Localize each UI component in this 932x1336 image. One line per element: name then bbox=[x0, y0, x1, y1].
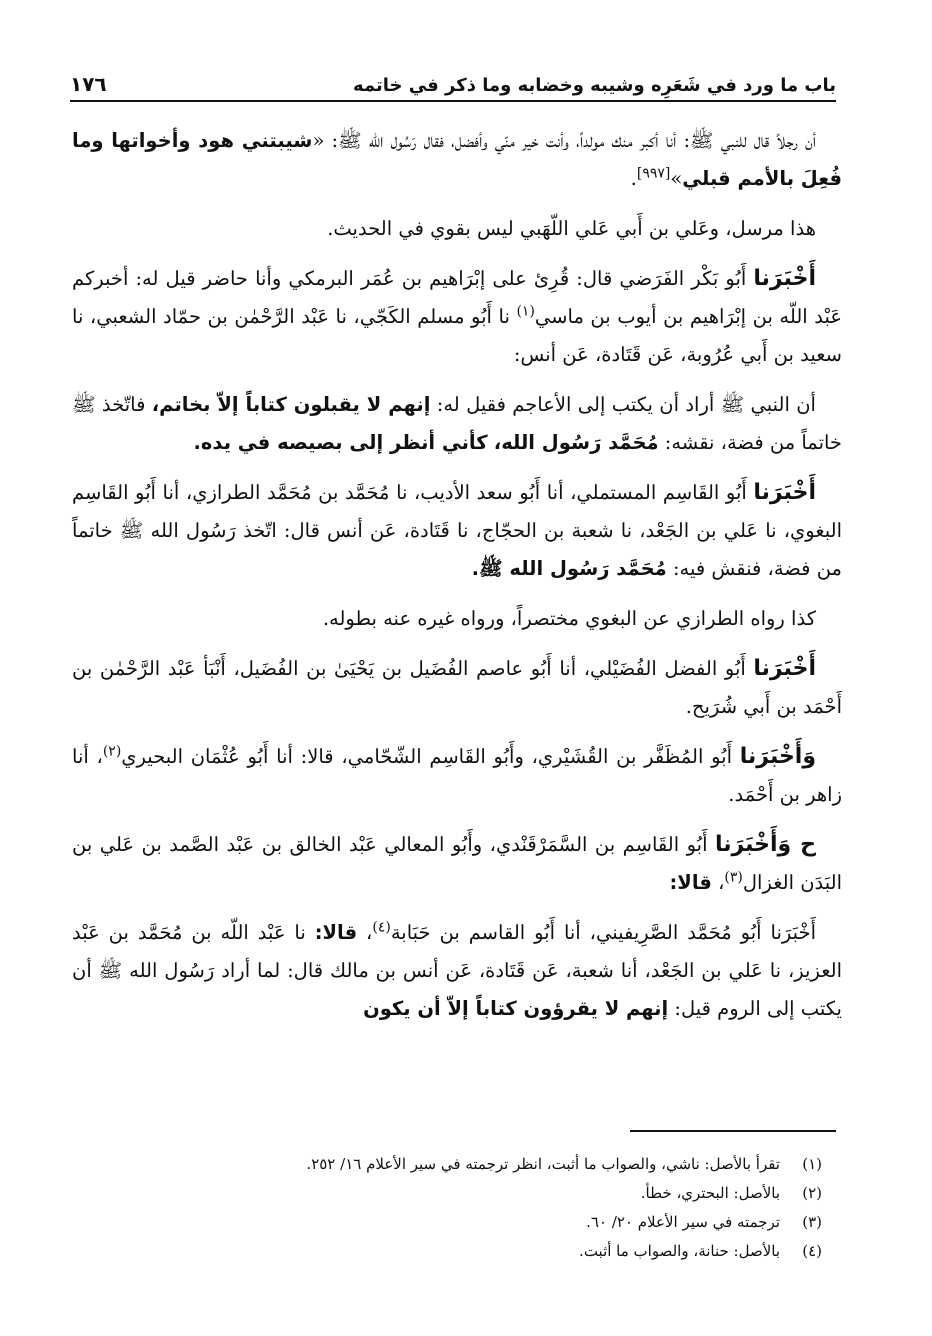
text-run: كذا رواه الطرازي عن البغوي مختصراً، ورواه غيره عنه بطوله. bbox=[322, 607, 816, 630]
text-run: فاتّخذ ﷺ خاتماً من فضة، نقشه: bbox=[72, 393, 842, 454]
page-number: ١٧٦ bbox=[70, 72, 107, 96]
text-run: نا أَبُو مسلم الكَجّي، نا عَبْد الرَّحْمٰن بن حمّاد الشعبي، نا سعيد بن أَبي عُرُوبة، عَن قَتَادة، عَن أنس: bbox=[72, 305, 842, 366]
main-text bbox=[72, 122, 842, 1040]
paragraph bbox=[72, 650, 842, 726]
text-run: أن النبي ﷺ أراد أن يكتب إلى الأعاجم فقيل له: bbox=[430, 393, 816, 416]
text-run: ، أنا زاهر بن أَحْمَد. bbox=[72, 745, 842, 806]
emphasized-text: قالا: bbox=[669, 871, 712, 894]
footnote-number: (٤) bbox=[802, 1242, 822, 1260]
paragraph-lead-word: أَخْبَرَنا bbox=[753, 656, 816, 681]
text-run: نا عَبْد اللّه بن مُحَمَّد بن عَبْد العزيز، نا عَلي بن الجَعْد، أنا شعبة، عَن قَتَادة، عَن أنس بن مالك قال: لما أراد رَسُول الله ﷺ أن يكتب إلى الروم قيل: bbox=[72, 921, 842, 1020]
text-run: ، bbox=[711, 871, 725, 894]
text-run: أَبُو القَاسِم المستملي، أنا أَبُو سعد الأديب، نا مُحَمَّد بن مُحَمَّد الطرازي، أنا أَبُو القَاسِم البغوي، نا عَلي بن الجَعْد، نا شعبة بن الحجّاج، نا قَتَادة، عَن أنس قال: اتّخذ رَسُول الله ﷺ خاتماً من فضة، فنقش فيه: bbox=[72, 481, 842, 580]
text-run: ، bbox=[357, 921, 373, 944]
footnote-reference: (٣) bbox=[724, 869, 743, 886]
paragraph bbox=[72, 386, 842, 462]
running-title: باب ما ورد في شَعَرِه وشيبه وخضابه وما ذكر في خاتمه bbox=[353, 75, 836, 96]
paragraph bbox=[72, 914, 842, 1028]
text-run: أن رجلاً قال للنبي ﷺ: أنا أكبر منك مولداً، وأنت خير منّي وأفضل، فقال رَسُول الله ﷺ: « bbox=[312, 129, 816, 152]
emphasized-text: قالا: bbox=[314, 921, 358, 944]
text-run: هذا مرسل، وعَلي بن أَبي عَلي اللّهَبي ليس بقوي في الحديث. bbox=[327, 217, 816, 240]
footnote-text: تقرأ بالأصل: ناشي، والصواب ما أثبت، انظر ترجمته في سير الأعلام ١٦/ ٢٥٢. bbox=[306, 1155, 780, 1173]
footnote-text: بالأصل: البحتري، خطأ. bbox=[640, 1184, 780, 1202]
footnote-text: بالأصل: حنانة، والصواب ما أثبت. bbox=[579, 1242, 780, 1260]
text-run: أَبُو الفضل الفُضَيْلي، أنا أَبُو عاصم الفُضَيل بن يَحْيَىٰ بن الفُضَيل، أَنْبَأ عَبْد الرَّحْمٰن بن أَحْمَد بن أَبي شُرَيح. bbox=[72, 657, 842, 718]
footnote-reference: (١) bbox=[516, 303, 535, 320]
emphasized-text: مُحَمَّد رَسُول الله، bbox=[493, 431, 659, 454]
footnote-divider bbox=[630, 1130, 836, 1132]
emphasized-text: إنهم لا يقبلون كتاباً إلاّ بخاتم، bbox=[151, 393, 431, 416]
footnote-item bbox=[100, 1150, 822, 1179]
text-run: » bbox=[670, 167, 683, 190]
text-run: أَخْبَرَنا أَبُو مُحَمَّد الصَّرِيفيني، أنا أَبُو القاسم بن حَبَابة bbox=[390, 921, 816, 944]
text-run: أَبُو بَكْر الفَرَضي قال: قُرِئ على إبْرَاهيم بن عُمَر البرمكي وأنا حاضر قيل له: أخبركم عَبْد اللّه بن إبْرَاهيم بن أيوب بن ماسي bbox=[72, 267, 842, 328]
footnote-item bbox=[100, 1179, 822, 1208]
footnote-reference: [٩٩٧] bbox=[636, 165, 671, 182]
paragraph bbox=[72, 826, 842, 902]
footnotes bbox=[100, 1150, 822, 1266]
footnote-number: (١) bbox=[802, 1155, 822, 1173]
emphasized-text: كأني أنظر إلى بصيصه في يده. bbox=[193, 431, 488, 454]
paragraph bbox=[72, 122, 842, 198]
paragraph bbox=[72, 738, 842, 814]
footnote-number: (٣) bbox=[802, 1213, 822, 1231]
page-header bbox=[70, 62, 836, 102]
emphasized-text: إنهم لا يقرؤون كتاباً إلاّ أن يكون bbox=[363, 997, 669, 1020]
footnote-item bbox=[100, 1237, 822, 1266]
paragraph bbox=[72, 260, 842, 374]
footnote-text: ترجمته في سير الأعلام ٢٠/ ٦٠. bbox=[586, 1213, 780, 1231]
footnote-item bbox=[100, 1208, 822, 1237]
paragraph bbox=[72, 600, 842, 638]
paragraph-lead-word: وَأَخْبَرَنا bbox=[739, 744, 817, 769]
paragraph-lead-word: ح وَأَخْبَرَنا bbox=[714, 832, 816, 857]
emphasized-text: شيبتني هود وأخواتها وما فُعِلَ بالأمم قبلي bbox=[72, 129, 842, 190]
emphasized-text: مُحَمَّد رَسُول الله ﷺ. bbox=[471, 557, 667, 580]
text-run: . bbox=[630, 167, 637, 190]
footnote-number: (٢) bbox=[802, 1184, 822, 1202]
footnote-reference: (٢) bbox=[102, 743, 122, 760]
text-run: أَبُو القَاسِم بن السَّمَرْقَنْدي، وأَبُو المعالي عَبْد الخالق بن عَبْد الصَّمد بن عَلي بن البَدَن الغزال bbox=[72, 833, 842, 894]
paragraph bbox=[72, 474, 842, 588]
footnote-reference: (٤) bbox=[372, 919, 391, 936]
paragraph-lead-word: أَخْبَرَنا bbox=[753, 266, 816, 291]
paragraph-lead-word: أَخْبَرَنا bbox=[753, 480, 816, 505]
paragraph bbox=[72, 210, 842, 248]
text-run: أَبُو المُظَفَّر بن القُشَيْري، وأَبُو القَاسِم الشّحّامي، قالا: أنا أَبُو عُثْمَان البحيري bbox=[121, 745, 740, 768]
